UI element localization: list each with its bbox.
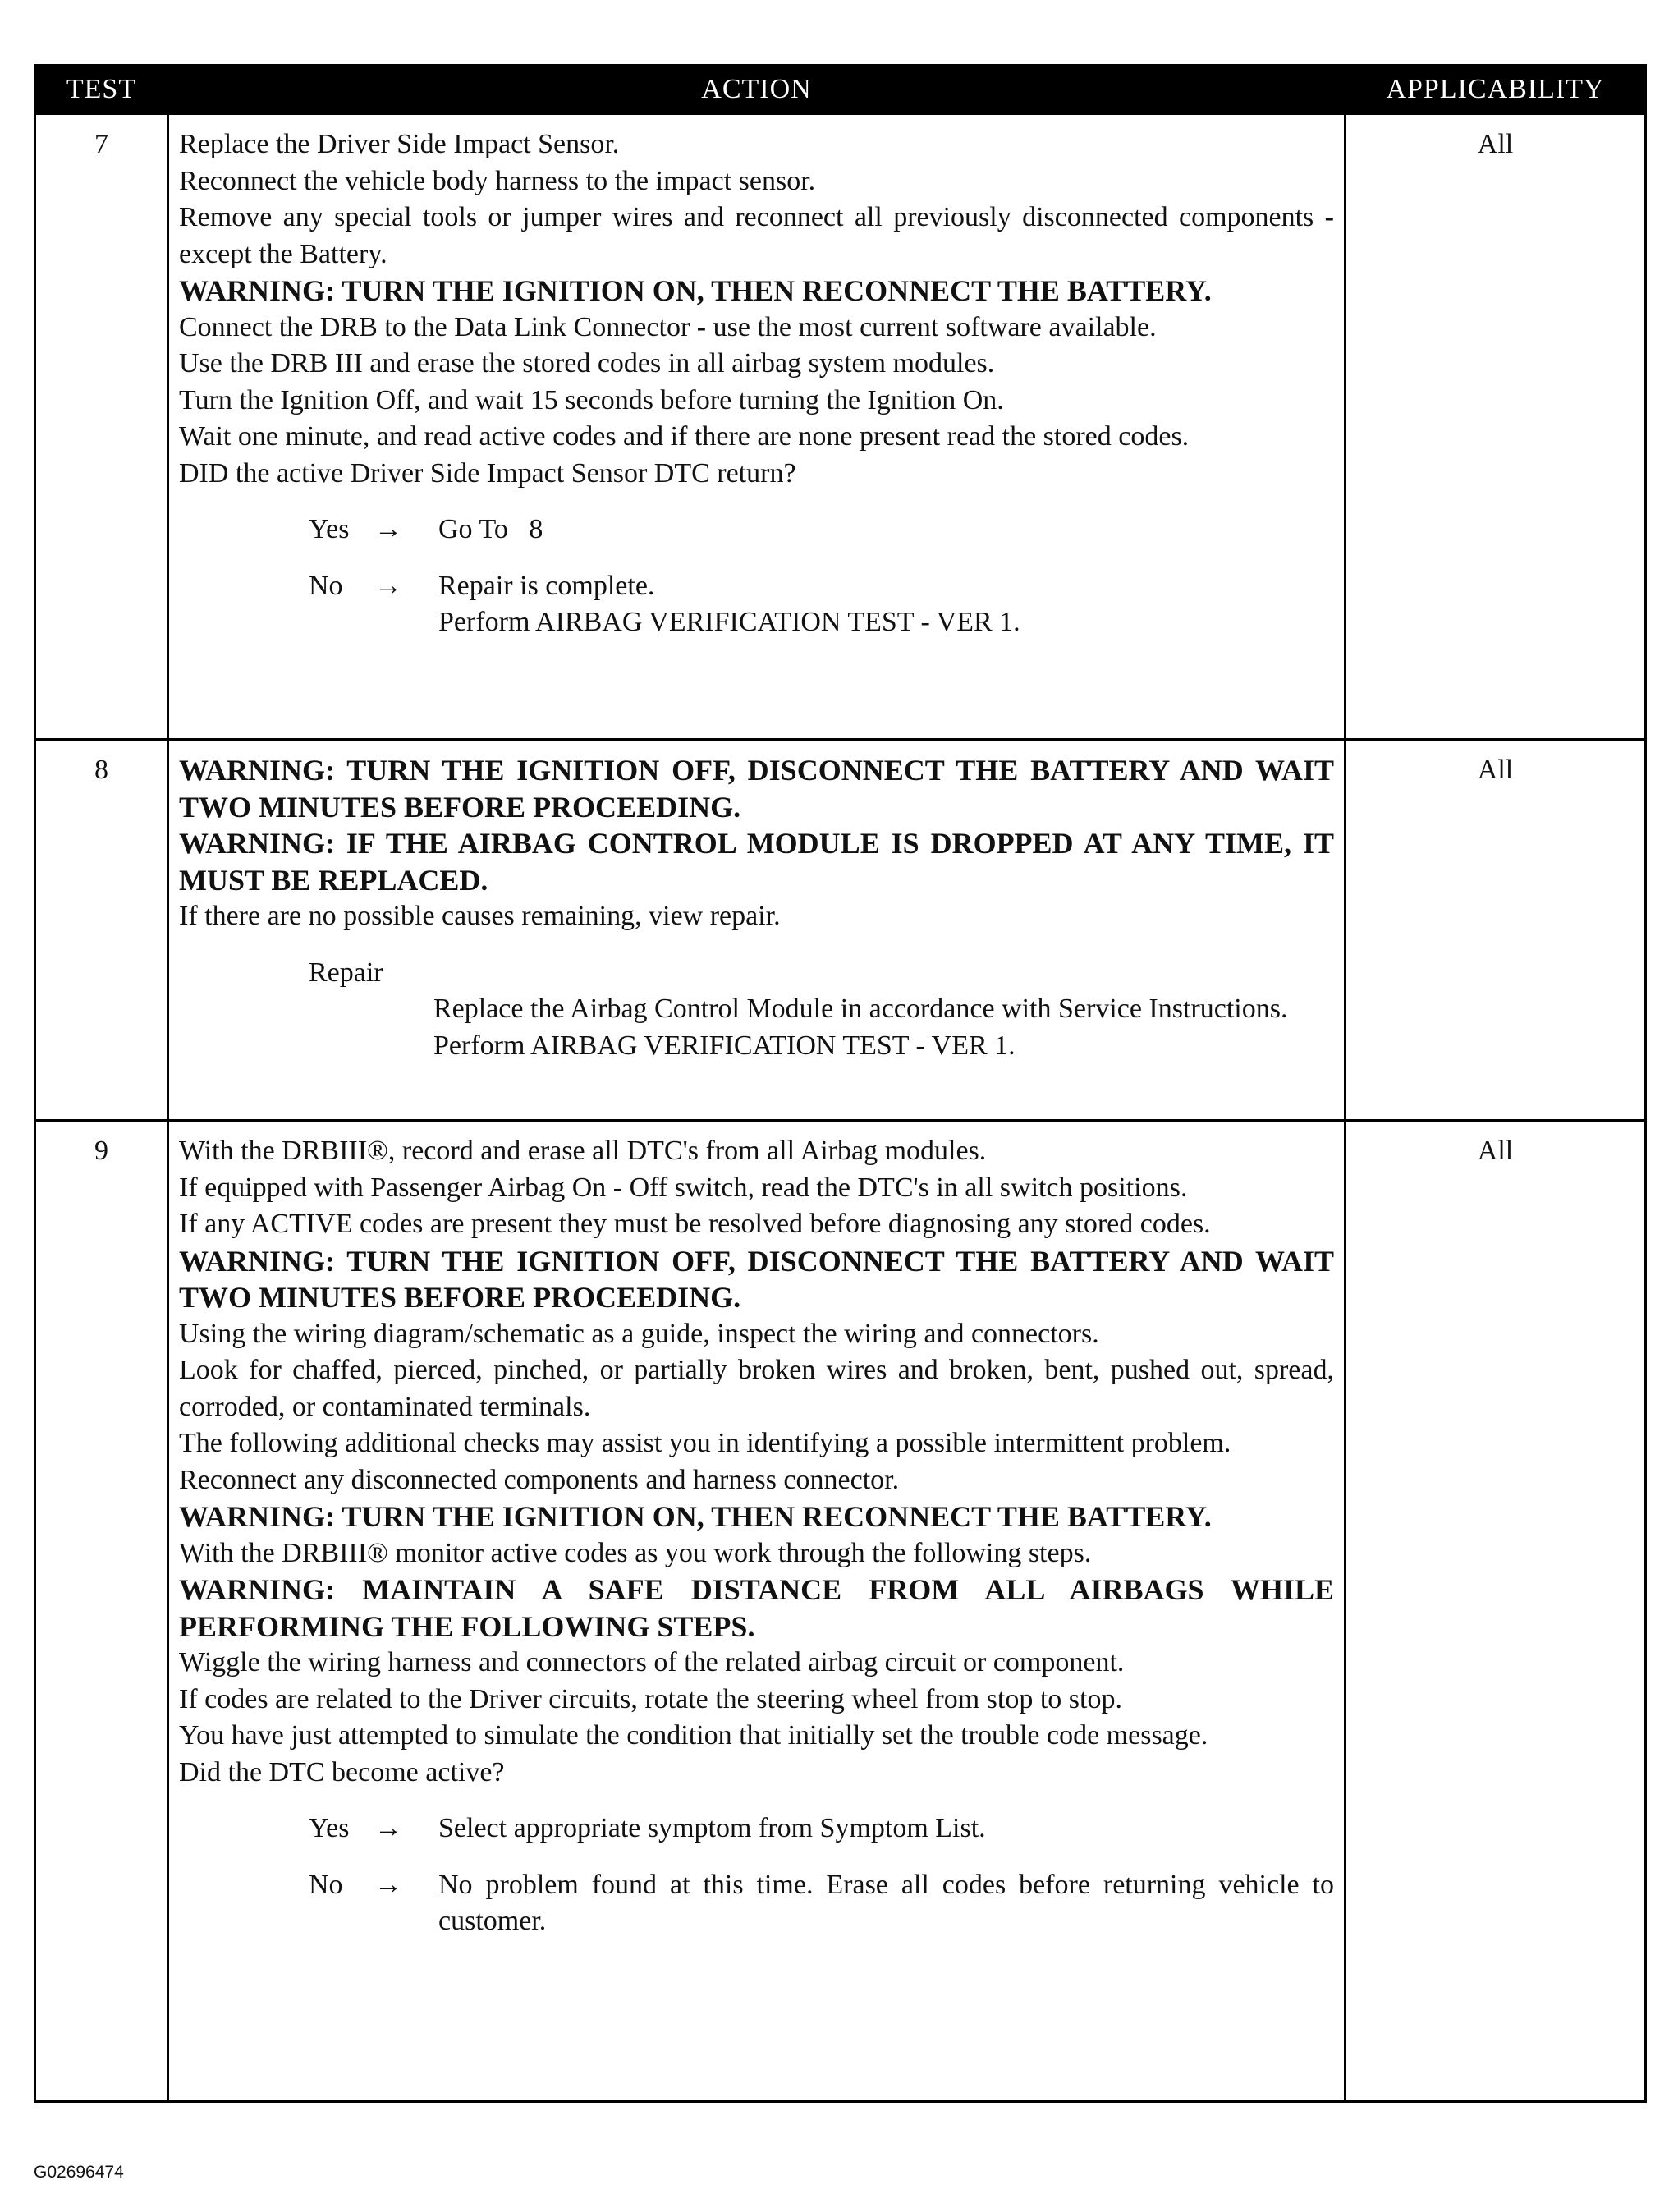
test-number: 7 bbox=[35, 114, 168, 740]
arrow-icon: → bbox=[374, 514, 402, 544]
header-applicability: APPLICABILITY bbox=[1346, 66, 1646, 114]
question-line: DID the active Driver Side Impact Sensor DTC return? bbox=[179, 457, 796, 489]
action-line: With the DRBIII®, record and erase all DTC's from all Airbag modules. bbox=[179, 1136, 987, 1166]
action-line: If equipped with Passenger Airbag On - Off switch, read the DTC's in all switch positions. bbox=[179, 1172, 1188, 1203]
arrow-icon: → bbox=[374, 1813, 402, 1843]
action-line: Use the DRB III and erase the stored codes in all airbag system modules. bbox=[179, 348, 995, 379]
action-cell bbox=[168, 114, 1346, 740]
question-line: Did the DTC become active? bbox=[179, 1756, 505, 1787]
figure-id: G02696474 bbox=[34, 2163, 124, 2182]
action-line: Using the wiring diagram/schematic as a guide, inspect the wiring and connectors. bbox=[179, 1318, 1099, 1349]
no-option bbox=[309, 568, 1334, 641]
yes-option bbox=[309, 1810, 1334, 1847]
arrow-icon: → bbox=[374, 570, 402, 601]
warning-line: WARNING: MAINTAIN A SAFE DISTANCE FROM ALL AIRBAGS WHILE PERFORMING THE FOLLOWING STEPS. bbox=[179, 1573, 1334, 1643]
yes-result: Go To 8 bbox=[438, 514, 543, 544]
table-header-row bbox=[35, 66, 1646, 114]
no-result-line: Repair is complete. bbox=[438, 570, 655, 601]
action-line: The following additional checks may assist you in identifying a possible intermittent problem. bbox=[179, 1428, 1231, 1458]
action-line: Reconnect any disconnected components and harness connector. bbox=[179, 1464, 900, 1495]
repair-line: Replace the Airbag Control Module in accordance with Service Instructions. bbox=[433, 994, 1288, 1024]
yes-result: Select appropriate symptom from Symptom List. bbox=[438, 1813, 986, 1843]
action-cell bbox=[168, 1121, 1346, 2102]
action-line: Connect the DRB to the Data Link Connector - use the most current software available. bbox=[179, 311, 1157, 342]
table-row-test-9 bbox=[35, 1121, 1646, 2102]
applicability-cell: All bbox=[1346, 114, 1646, 740]
no-result-line: Perform AIRBAG VERIFICATION TEST - VER 1. bbox=[438, 607, 1020, 637]
no-result bbox=[438, 568, 1334, 641]
action-line: Look for chaffed, pierced, pinched, or partially broken wires and broken, bent, pushed out, spread, corroded, or contaminated terminals. bbox=[179, 1355, 1334, 1422]
yes-label: Yes bbox=[309, 1813, 350, 1843]
arrow-icon: → bbox=[374, 1869, 402, 1900]
table-row-test-7 bbox=[35, 114, 1646, 740]
warning-line: WARNING: TURN THE IGNITION OFF, DISCONNECT THE BATTERY AND WAIT TWO MINUTES BEFORE PROCEEDING. bbox=[179, 754, 1334, 824]
no-label: No bbox=[309, 1869, 343, 1900]
yes-label: Yes bbox=[309, 514, 350, 544]
header-test: TEST bbox=[35, 66, 168, 114]
warning-line: WARNING: TURN THE IGNITION ON, THEN RECONNECT THE BATTERY. bbox=[179, 1500, 1212, 1533]
diagnostic-table bbox=[34, 64, 1647, 2103]
repair-label: Repair bbox=[309, 957, 383, 988]
action-line: Wait one minute, and read active codes and if there are none present read the stored codes. bbox=[179, 421, 1190, 452]
action-line: If codes are related to the Driver circuits, rotate the steering wheel from stop to stop. bbox=[179, 1683, 1122, 1714]
warning-line: WARNING: TURN THE IGNITION ON, THEN RECONNECT THE BATTERY. bbox=[179, 274, 1212, 307]
applicability-cell: All bbox=[1346, 740, 1646, 1121]
test-number: 8 bbox=[35, 740, 168, 1121]
test-number: 9 bbox=[35, 1121, 168, 2102]
warning-line: WARNING: TURN THE IGNITION OFF, DISCONNECT THE BATTERY AND WAIT TWO MINUTES BEFORE PROCEEDING. bbox=[179, 1244, 1334, 1314]
action-line: You have just attempted to simulate the condition that initially set the trouble code message. bbox=[179, 1720, 1208, 1751]
header-action: ACTION bbox=[168, 66, 1346, 114]
no-option bbox=[309, 1867, 1334, 1940]
action-line: Replace the Driver Side Impact Sensor. bbox=[179, 129, 620, 159]
action-line: Wiggle the wiring harness and connectors of the related airbag circuit or component. bbox=[179, 1647, 1125, 1677]
action-line: If any ACTIVE codes are present they must be resolved before diagnosing any stored codes. bbox=[179, 1209, 1211, 1239]
no-label: No bbox=[309, 570, 343, 601]
action-line: If there are no possible causes remaining, view repair. bbox=[179, 901, 781, 931]
action-cell bbox=[168, 740, 1346, 1121]
repair-line: Perform AIRBAG VERIFICATION TEST - VER 1. bbox=[433, 1030, 1016, 1061]
yes-option bbox=[309, 512, 1334, 548]
warning-line: WARNING: IF THE AIRBAG CONTROL MODULE IS DROPPED AT ANY TIME, IT MUST BE REPLACED. bbox=[179, 827, 1334, 897]
table-row-test-8 bbox=[35, 740, 1646, 1121]
action-line: Remove any special tools or jumper wires and reconnect all previously disconnected components - except the Battery. bbox=[179, 202, 1334, 269]
action-line: Reconnect the vehicle body harness to the impact sensor. bbox=[179, 165, 816, 196]
action-line: With the DRBIII® monitor active codes as you work through the following steps. bbox=[179, 1537, 1092, 1568]
action-line: Turn the Ignition Off, and wait 15 seconds before turning the Ignition On. bbox=[179, 384, 1004, 415]
no-result: No problem found at this time. Erase all codes before returning vehicle to customer. bbox=[438, 1869, 1334, 1936]
applicability-cell: All bbox=[1346, 1121, 1646, 2102]
